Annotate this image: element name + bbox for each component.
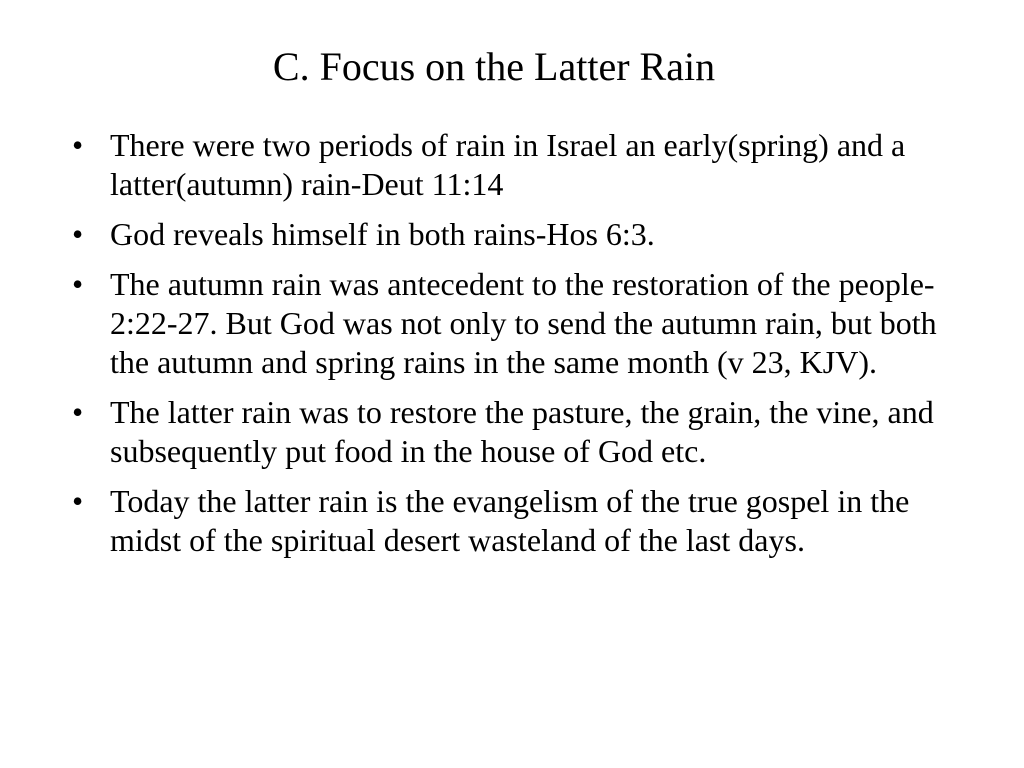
bullet-text: The autumn rain was antecedent to the restoration of the people-2:22-27. But God was not only to send the autumn rain, but both the autumn and spring rains in the same month (v 23, KJV).	[110, 266, 937, 380]
bullet-item-1	[72, 126, 952, 204]
bullet-text: Today the latter rain is the evangelism of the true gospel in the midst of the spiritual desert wasteland of the last days.	[110, 483, 910, 558]
bullet-item-3	[72, 265, 952, 382]
bullet-list	[72, 126, 952, 571]
bullet-item-4	[72, 393, 952, 471]
bullet-text: There were two periods of rain in Israel an early(spring) and a latter(autumn) rain-Deut 11:14	[110, 127, 906, 202]
bullet-icon: •	[72, 483, 84, 519]
slide-title: C. Focus on the Latter Rain	[272, 44, 716, 89]
bullet-icon: •	[72, 394, 84, 430]
bullet-icon: •	[72, 127, 84, 163]
bullet-item-5	[72, 482, 952, 560]
bullet-icon: •	[72, 216, 84, 252]
bullet-text: The latter rain was to restore the pasture, the grain, the vine, and subsequently put food in the house of God etc.	[110, 394, 934, 469]
bullet-item-2	[72, 215, 952, 254]
bullet-icon: •	[72, 266, 84, 302]
bullet-text: God reveals himself in both rains-Hos 6:3.	[110, 216, 655, 252]
